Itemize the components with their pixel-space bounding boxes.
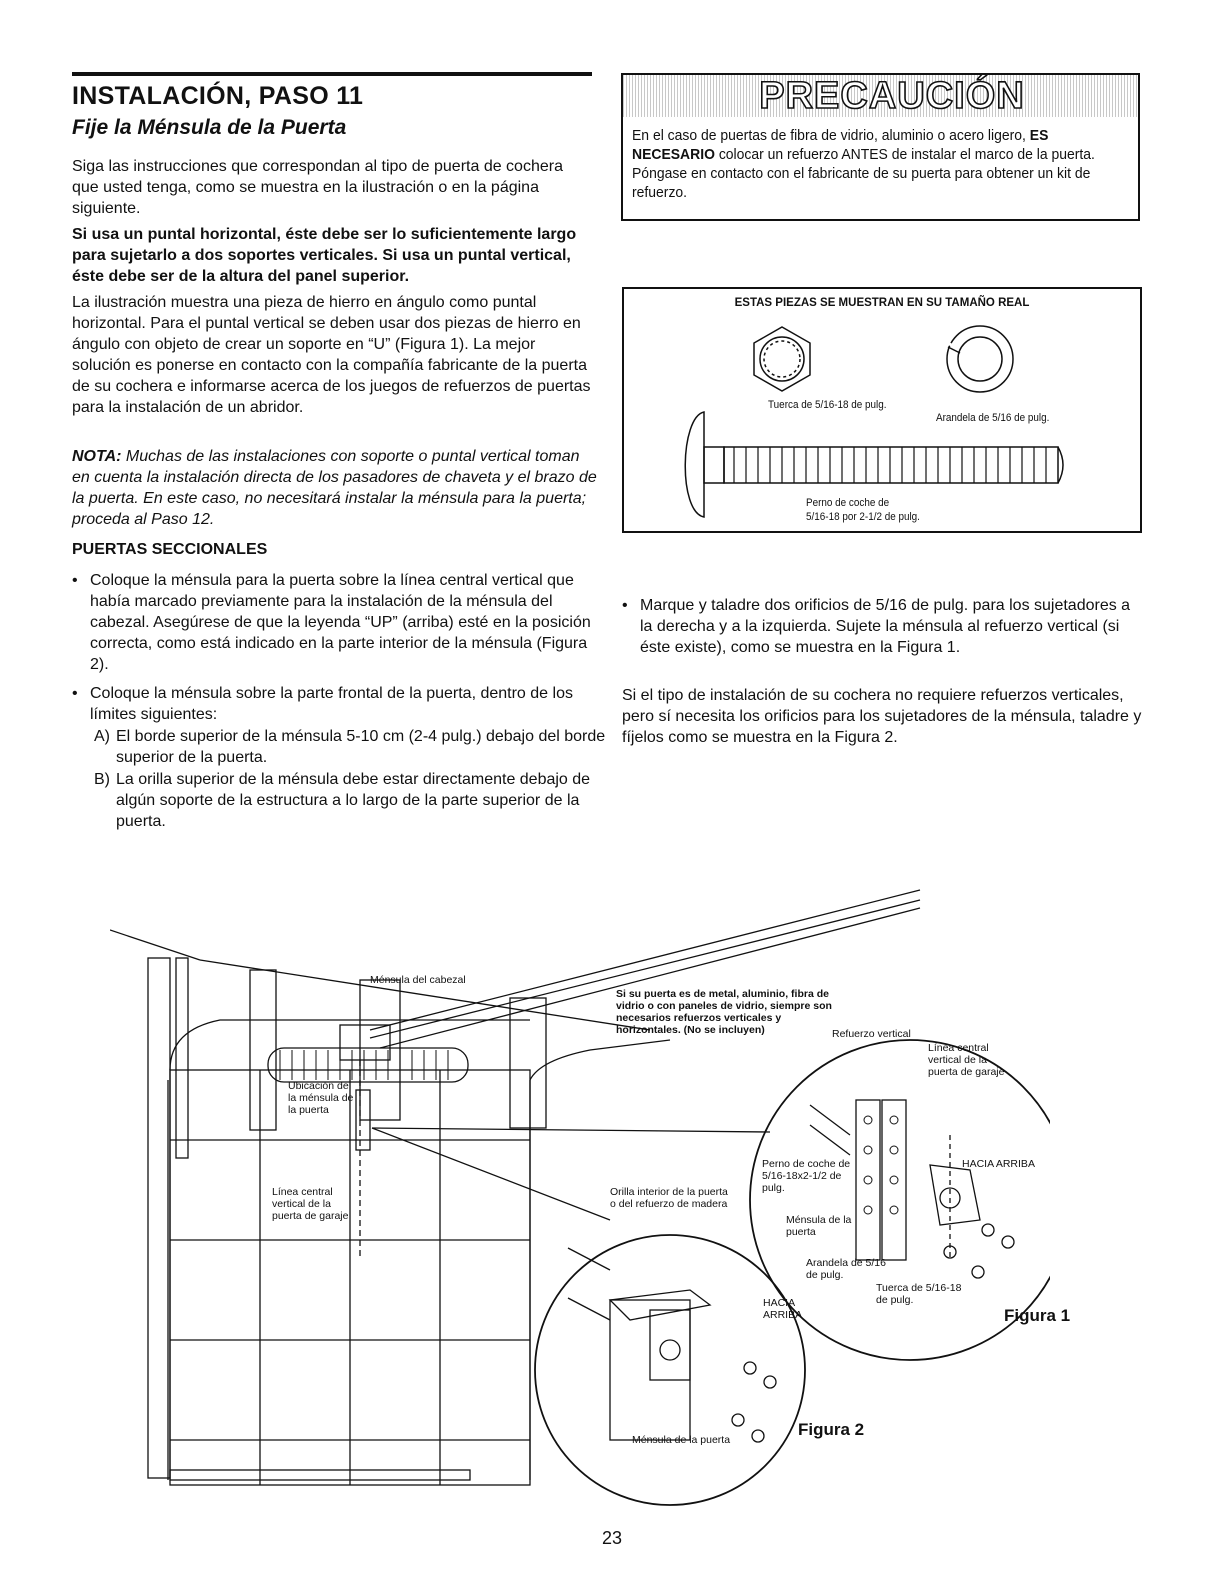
- list-item: • Coloque la ménsula sobre la parte frontal de la puerta, dentro de los límites siguientes:: [72, 685, 573, 723]
- sub-item-b: B) La orilla superior de la ménsula debe estar directamente debajo de algún soporte de la estructura a lo largo de la parte superior de la puerta.: [94, 771, 591, 830]
- right-paragraph: Si el tipo de instalación de su cochera no requiere refuerzos verticales, pero sí necesita los orificios para los sujetadores de la ménsula, taladre y fíjelos como se muestra en la Figura 2.: [622, 687, 1142, 746]
- caution-title: PRECAUCIÓN: [759, 75, 1025, 117]
- vertical-reinforce-label: Refuerzo vertical: [832, 1028, 911, 1040]
- sub-item-a: A) El borde superior de la ménsula 5-10 cm (2-4 pulg.) debajo del borde superior de la puerta.: [94, 728, 606, 766]
- bracket-location-label: Ubicación de la ménsula de la puerta: [288, 1080, 354, 1116]
- nut-label: Tuerca de 5/16-18 de pulg.: [768, 399, 887, 411]
- up-label-fig2: HACIA ARRIBA: [763, 1297, 803, 1321]
- parts-title: ESTAS PIEZAS SE MUESTRAN EN SU TAMAÑO REAL: [734, 297, 1030, 309]
- header-bracket-label: Ménsula del cabezal: [370, 974, 466, 986]
- list-item: • Coloque la ménsula para la puerta sobre la línea central vertical que había marcado previamente para la instalación de la ménsula del cabezal. Asegúrese de que la leyenda “UP” (arriba) esté en la posición correcta, como está indicado en la parte interior de la ménsula (Figura 2).: [72, 572, 591, 673]
- nut-label-fig1: Tuerca de 5/16-18 de pulg.: [876, 1282, 962, 1306]
- figure-2-caption: Figura 2: [798, 1420, 865, 1439]
- nota-paragraph: [72, 446, 597, 530]
- list-item: • Marque y taladre dos orificios de 5/16 de pulg. para los sujetadores a la derecha y a la izquierda. Sujete la ménsula al refuerzo vertical (si éste existe), como se muestra en la Figura 1.: [622, 597, 1131, 656]
- caution-text: En el caso de puertas de fibra de vidrio, aluminio o acero ligero, ES NECESARIO colocar un refuerzo ANTES de instalar el marco de la puerta. Póngase en contacto con el fabricante de su puerta para obtener un kit de refuerzo.: [632, 127, 1095, 201]
- page-number: 23: [601, 1528, 623, 1548]
- page-subtitle: Fije la Ménsula de la Puerta: [72, 116, 347, 139]
- centerline-left-label: Línea central vertical de la puerta de garaje: [272, 1186, 349, 1222]
- washer-label: Arandela de 5/16 de pulg.: [936, 412, 1050, 424]
- caution-title-row: [0, 75, 1224, 118]
- sectional-heading: PUERTAS SECCIONALES: [72, 541, 268, 558]
- bolt-label-2: 5/16-18 por 2-1/2 de pulg.: [806, 511, 920, 523]
- bolt-label-1: Perno de coche de: [806, 497, 890, 509]
- carriage-bolt-label: Perno de coche de 5/16-18x2-1/2 de pulg.: [762, 1158, 851, 1194]
- bullet-icon: •: [72, 685, 78, 702]
- door-bracket-label-fig2: Ménsula de la puerta: [632, 1434, 731, 1446]
- intro-paragraph: Siga las instrucciones que correspondan al tipo de puerta de cochera que usted tenga, como se muestra en la ilustración o en la página siguiente.: [72, 158, 563, 217]
- inner-edge-label: Orilla interior de la puerta o del refuerzo de madera: [610, 1186, 728, 1210]
- illustration-paragraph: La ilustración muestra una pieza de hierro en ángulo como puntal horizontal. Para el puntal vertical se deben usar dos piezas de hierro en ángulo con objeto de crear un soporte en “U” (Figura 1). La mejor solución es ponerse en contacto con la compañía fabricante de la puerta de su cochera e informarse acerca de los juegos de refuerzos de puertas para la instalación de un abridor.: [72, 294, 591, 416]
- bold-note-paragraph: Si usa un puntal horizontal, éste debe ser lo suficientemente largo para sujetarlo a dos soportes verticales. Si usa un puntal vertical, éste debe ser de la altura del panel superior.: [72, 226, 577, 285]
- figure-1-caption: Figura 1: [1004, 1306, 1071, 1325]
- centerline-right-label: Línea central vertical de la puerta de garaje: [928, 1042, 1005, 1078]
- page-title: INSTALACIÓN, PASO 11: [72, 82, 364, 110]
- washer-label-fig1: Arandela de 5/16 de pulg.: [806, 1257, 886, 1281]
- metal-door-note: Si su puerta es de metal, aluminio, fibra de vidrio o con paneles de vidrio, siempre son necesarios refuerzos verticales y horizontales. (No se incluyen): [616, 988, 832, 1036]
- door-bracket-label-fig1: Ménsula de la puerta: [786, 1214, 852, 1238]
- bullet-icon: •: [72, 572, 78, 589]
- washer-icon: [947, 326, 1013, 392]
- nota-text: Muchas de las instalaciones con soporte o puntal vertical toman en cuenta la instalación directa de los pasadores de chaveta y el brazo de la puerta. En este caso, no necesitará instalar la ménsula para la puerta; proceda al Paso 12.: [72, 448, 597, 528]
- garage-door-illustration: [110, 880, 1050, 1510]
- up-label-fig1: HACIA ARRIBA: [962, 1158, 1035, 1170]
- nota-label: NOTA:: [72, 448, 122, 465]
- nut-icon: [754, 327, 810, 391]
- bullet-icon: •: [622, 597, 628, 614]
